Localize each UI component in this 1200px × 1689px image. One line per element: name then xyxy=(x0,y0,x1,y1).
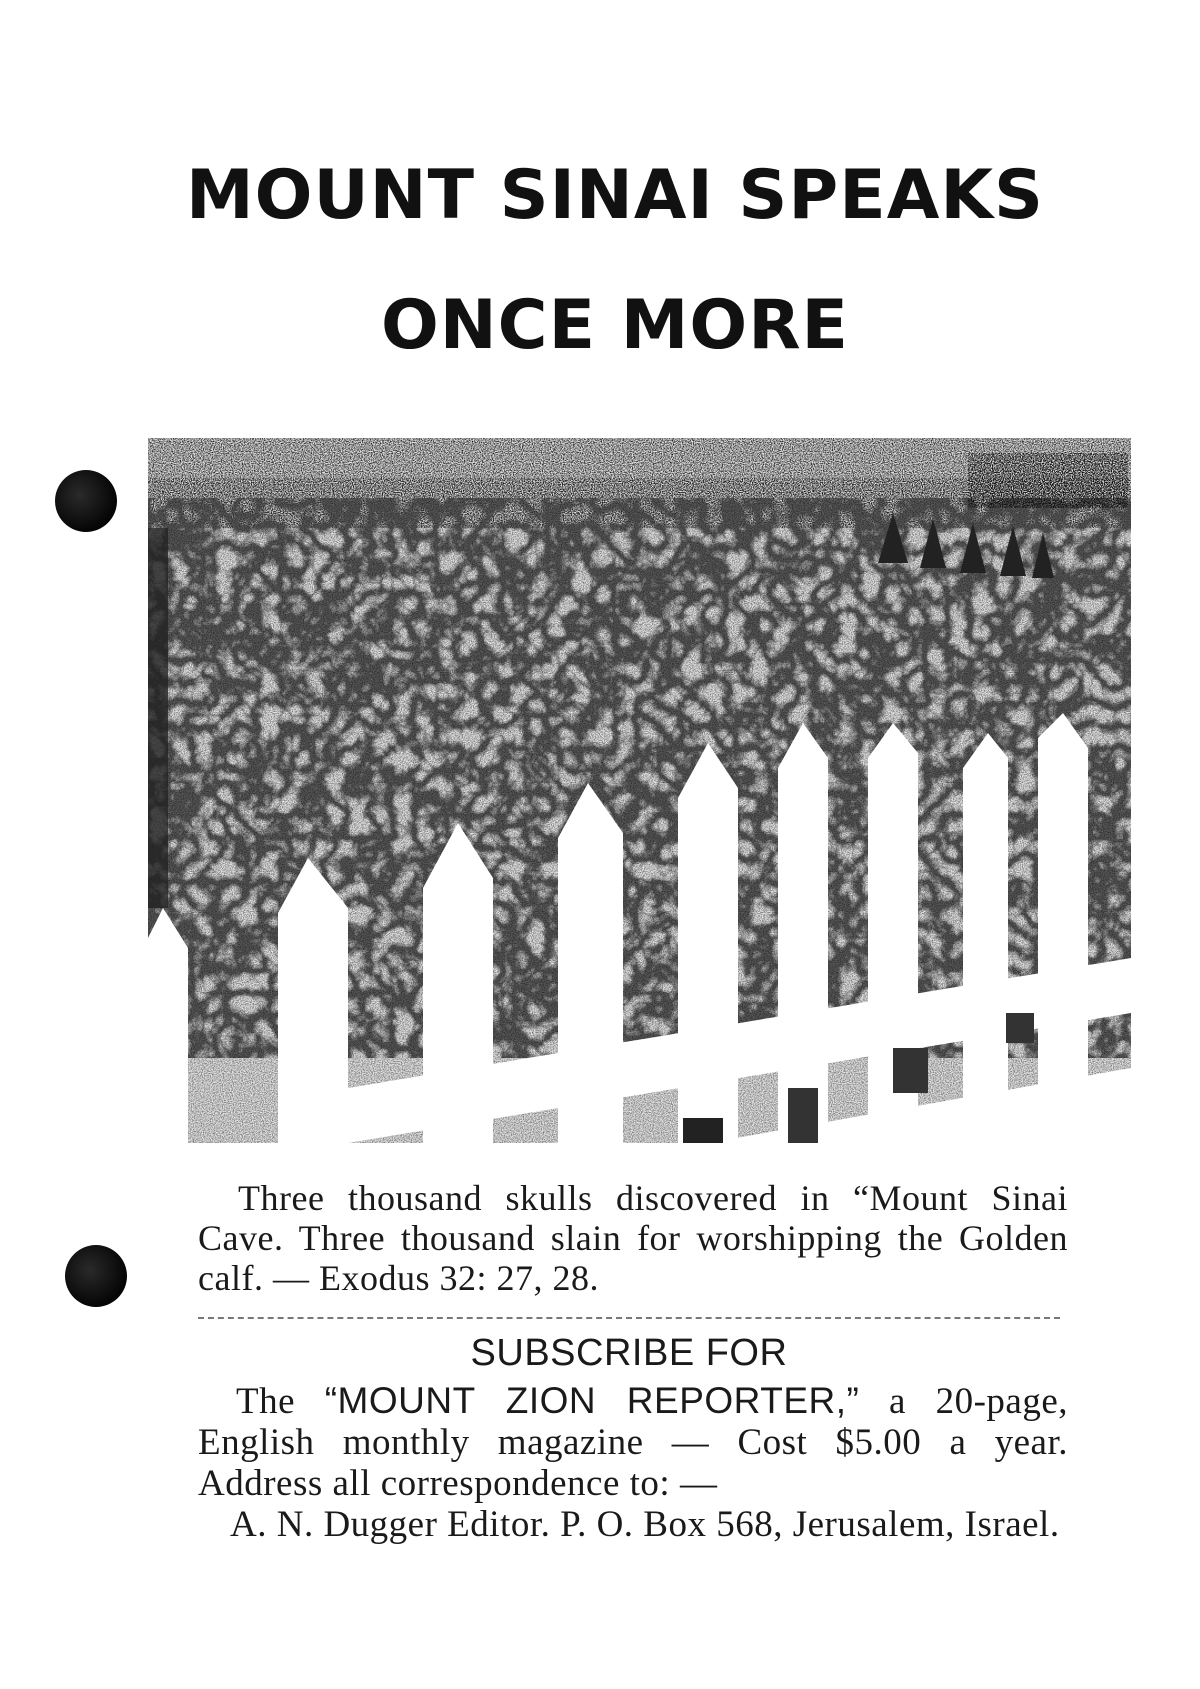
section-divider xyxy=(198,1317,1060,1319)
subscribe-body xyxy=(198,1380,1068,1545)
punch-hole-top xyxy=(55,470,117,532)
photo-content xyxy=(148,438,1131,1143)
headline-line-1: MOUNT SINAI SPEAKS xyxy=(185,156,1044,235)
subscribe-description: a 20-page, English monthly magazine — Cost $5.00 a year. Address all correspondence to: — xyxy=(198,1381,1069,1504)
skulls-photo xyxy=(148,438,1131,1143)
photo-caption: Three thousand skulls discovered in “Mount Sinai Cave. Three thousand slain for worshipping the Golden calf. — Exodus 32: 27, 28. xyxy=(198,1178,1068,1298)
punch-hole-bottom xyxy=(65,1245,127,1307)
headline-line-2: ONCE MORE xyxy=(380,286,850,365)
subscribe-heading: SUBSCRIBE FOR xyxy=(470,1332,788,1374)
magazine-name: “MOUNT ZION REPORTER,” xyxy=(324,1380,860,1421)
subscribe-lead: The xyxy=(236,1381,296,1422)
editor-address: A. N. Dugger Editor. P. O. Box 568, Jerusalem, Israel. xyxy=(230,1504,1060,1545)
